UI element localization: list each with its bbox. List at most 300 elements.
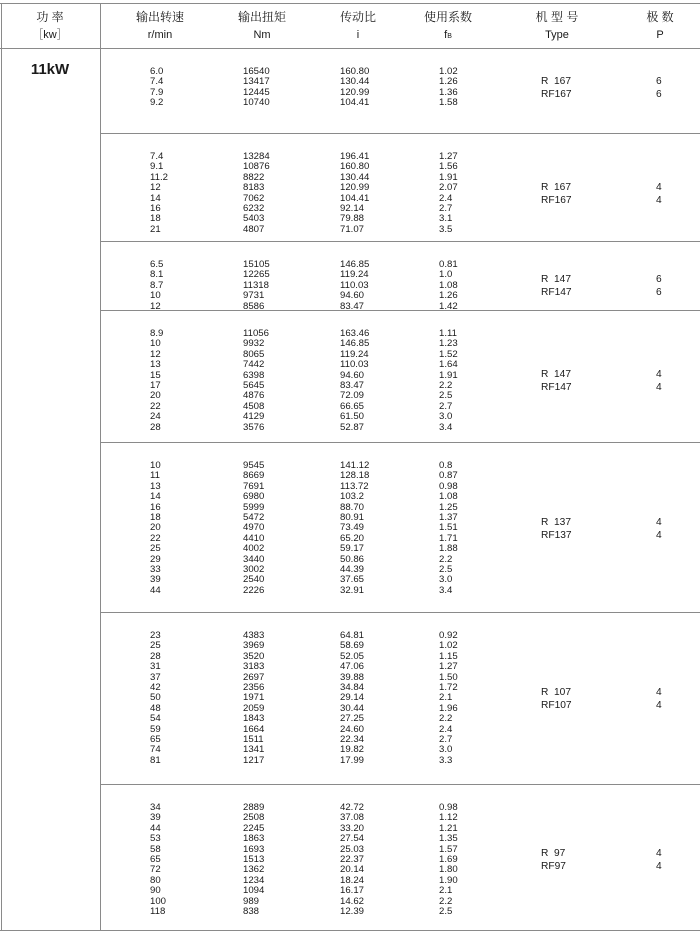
model-type-column bbox=[541, 181, 572, 207]
speed-cell: 33 bbox=[150, 563, 161, 575]
speed-cell: 28 bbox=[150, 421, 161, 433]
speed-cell: 7.9 bbox=[150, 86, 164, 98]
speed-cell: 10 bbox=[150, 460, 161, 471]
factor-cell: 1.91 bbox=[439, 369, 458, 381]
torque-cell: 5999 bbox=[243, 501, 265, 513]
ratio-cell: 64.81 bbox=[340, 630, 365, 641]
speed-cell: 24 bbox=[150, 411, 161, 423]
torque-cell: 7691 bbox=[243, 480, 265, 492]
speed-cell: 20 bbox=[150, 522, 161, 534]
factor-cell: 1.08 bbox=[439, 279, 458, 291]
factor-cell: 1.11 bbox=[439, 328, 457, 339]
torque-cell: 1217 bbox=[243, 754, 265, 766]
ratio-cell: 65.20 bbox=[340, 532, 365, 544]
pole-column bbox=[656, 181, 662, 207]
speed-cell: 18 bbox=[150, 511, 161, 523]
model-type: RF147 bbox=[541, 287, 572, 298]
torque-cell: 8183 bbox=[243, 182, 265, 194]
torque-cell: 8822 bbox=[243, 171, 265, 183]
torque-cell: 1094 bbox=[243, 885, 265, 897]
speed-column bbox=[150, 260, 163, 312]
ratio-cell: 29.14 bbox=[340, 692, 365, 704]
ratio-cell: 94.60 bbox=[340, 369, 365, 381]
factor-cell: 3.4 bbox=[439, 584, 453, 596]
ratio-cell: 32.91 bbox=[340, 584, 365, 596]
torque-cell: 6980 bbox=[243, 491, 265, 503]
factor-column bbox=[439, 803, 458, 917]
ratio-cell: 73.49 bbox=[340, 522, 365, 534]
torque-cell: 4508 bbox=[243, 400, 265, 412]
ratio-cell: 66.65 bbox=[340, 400, 365, 412]
torque-cell: 3969 bbox=[243, 640, 265, 652]
ratio-cell: 47.06 bbox=[340, 661, 365, 673]
speed-column bbox=[150, 631, 161, 766]
factor-cell: 1.51 bbox=[439, 522, 458, 534]
header-torque-unit: Nm bbox=[253, 29, 271, 41]
factor-cell: 3.3 bbox=[439, 754, 453, 766]
speed-column bbox=[150, 461, 161, 596]
torque-cell: 4410 bbox=[243, 532, 265, 544]
factor-cell: 0.98 bbox=[439, 480, 458, 492]
speed-cell: 58 bbox=[150, 843, 161, 855]
factor-cell: 1.12 bbox=[439, 812, 458, 824]
factor-cell: 1.26 bbox=[439, 76, 458, 88]
pole-count: 6 bbox=[656, 287, 662, 298]
torque-cell: 11056 bbox=[243, 328, 269, 339]
ratio-cell: 71.07 bbox=[340, 223, 365, 235]
torque-cell: 2540 bbox=[243, 574, 265, 586]
speed-cell: 12 bbox=[150, 300, 161, 312]
factor-cell: 1.26 bbox=[439, 290, 458, 302]
factor-column bbox=[439, 67, 458, 109]
speed-cell: 8.7 bbox=[150, 279, 164, 291]
torque-cell: 4129 bbox=[243, 411, 265, 423]
factor-cell: 2.7 bbox=[439, 202, 453, 214]
factor-cell: 1.58 bbox=[439, 97, 458, 109]
ratio-cell: 72.09 bbox=[340, 390, 365, 402]
speed-cell: 80 bbox=[150, 874, 161, 886]
torque-cell: 3002 bbox=[243, 563, 265, 575]
torque-cell: 2059 bbox=[243, 702, 265, 714]
pole-count: 4 bbox=[656, 686, 662, 698]
ratio-column bbox=[340, 803, 364, 917]
ratio-cell: 25.03 bbox=[340, 843, 365, 855]
factor-cell: 1.52 bbox=[439, 348, 458, 360]
ratio-cell: 19.82 bbox=[340, 744, 365, 756]
speed-cell: 20 bbox=[150, 390, 161, 402]
speed-cell: 28 bbox=[150, 650, 161, 662]
torque-cell: 1693 bbox=[243, 843, 265, 855]
model-type-column bbox=[541, 847, 566, 873]
torque-cell: 9731 bbox=[243, 290, 265, 302]
model-type: RF97 bbox=[541, 861, 566, 873]
ratio-column bbox=[340, 152, 369, 235]
speed-cell: 8.9 bbox=[150, 328, 164, 339]
ratio-cell: 196.41 bbox=[340, 151, 370, 162]
ratio-cell: 160.80 bbox=[340, 161, 370, 173]
ratio-cell: 163.46 bbox=[340, 328, 370, 339]
ratio-cell: 34.84 bbox=[340, 681, 365, 693]
header-model-label: 机 型 号 bbox=[535, 10, 579, 24]
factor-cell: 0.8 bbox=[439, 460, 453, 471]
header-ratio-unit: i bbox=[356, 29, 360, 41]
factor-cell: 1.27 bbox=[439, 151, 458, 162]
speed-cell: 39 bbox=[150, 574, 161, 586]
torque-column bbox=[243, 329, 269, 433]
factor-cell: 1.90 bbox=[439, 874, 458, 886]
header-poles-label: 极 数 bbox=[646, 10, 674, 24]
model-type: RF167 bbox=[541, 194, 572, 206]
speed-cell: 42 bbox=[150, 681, 161, 693]
factor-cell: 1.25 bbox=[439, 501, 458, 513]
factor-cell: 2.5 bbox=[439, 563, 453, 575]
torque-cell: 11318 bbox=[243, 279, 269, 291]
ratio-cell: 37.65 bbox=[340, 574, 365, 586]
speed-cell: 29 bbox=[150, 553, 161, 565]
torque-cell: 6398 bbox=[243, 369, 265, 381]
torque-column bbox=[243, 260, 270, 312]
torque-cell: 4002 bbox=[243, 543, 265, 555]
factor-cell: 2.7 bbox=[439, 733, 453, 745]
model-group bbox=[100, 48, 700, 133]
speed-cell: 9.1 bbox=[150, 161, 164, 173]
factor-cell: 2.2 bbox=[439, 895, 453, 907]
ratio-cell: 22.34 bbox=[340, 733, 365, 745]
factor-cell: 0.98 bbox=[439, 802, 458, 813]
factor-cell: 0.81 bbox=[439, 259, 458, 270]
speed-cell: 25 bbox=[150, 543, 161, 555]
pole-column bbox=[656, 75, 662, 101]
factor-cell: 1.15 bbox=[439, 650, 458, 662]
torque-cell: 838 bbox=[243, 905, 260, 917]
model-type: R 137 bbox=[541, 516, 572, 528]
torque-cell: 13284 bbox=[243, 151, 270, 162]
header-power-unit: ［kw］ bbox=[32, 29, 68, 41]
factor-cell: 1.35 bbox=[439, 833, 458, 845]
model-type: R 167 bbox=[541, 181, 572, 193]
factor-cell: 3.0 bbox=[439, 744, 453, 756]
ratio-cell: 52.87 bbox=[340, 421, 365, 433]
torque-cell: 2889 bbox=[243, 802, 265, 813]
model-type-column bbox=[541, 686, 572, 712]
factor-cell: 1.27 bbox=[439, 661, 458, 673]
factor-cell: 3.5 bbox=[439, 223, 453, 235]
pole-column bbox=[656, 516, 662, 542]
speed-cell: 13 bbox=[150, 480, 161, 492]
speed-cell: 6.5 bbox=[150, 259, 164, 270]
header-speed-label: 输出转速 bbox=[135, 10, 184, 24]
torque-cell: 1513 bbox=[243, 853, 265, 865]
speed-cell: 31 bbox=[150, 661, 161, 673]
ratio-cell: 42.72 bbox=[340, 802, 365, 813]
ratio-cell: 120.99 bbox=[340, 182, 370, 194]
torque-cell: 2697 bbox=[243, 671, 265, 683]
header-torque-label: 输出扭矩 bbox=[237, 10, 286, 24]
ratio-cell: 61.50 bbox=[340, 411, 365, 423]
ratio-column bbox=[340, 631, 364, 766]
model-type-column bbox=[541, 516, 572, 542]
ratio-cell: 120.99 bbox=[340, 86, 370, 98]
factor-cell: 1.72 bbox=[439, 681, 458, 693]
speed-cell: 9.2 bbox=[150, 97, 164, 109]
speed-cell: 10 bbox=[150, 338, 161, 350]
torque-column bbox=[243, 803, 264, 917]
speed-cell: 53 bbox=[150, 833, 161, 845]
ratio-cell: 130.44 bbox=[340, 171, 370, 183]
speed-cell: 72 bbox=[150, 864, 161, 876]
factor-cell: 1.80 bbox=[439, 864, 458, 876]
speed-cell: 11.2 bbox=[150, 171, 168, 183]
ratio-cell: 110.03 bbox=[340, 279, 369, 291]
factor-cell: 2.4 bbox=[439, 192, 453, 204]
ratio-cell: 20.14 bbox=[340, 864, 365, 876]
ratio-cell: 146.85 bbox=[340, 259, 370, 270]
torque-cell: 8586 bbox=[243, 300, 265, 312]
factor-cell: 3.0 bbox=[439, 411, 453, 423]
ratio-cell: 39.88 bbox=[340, 671, 365, 683]
torque-cell: 7062 bbox=[243, 192, 265, 204]
torque-cell: 1234 bbox=[243, 874, 265, 886]
factor-cell: 1.42 bbox=[439, 300, 458, 312]
factor-cell: 3.0 bbox=[439, 574, 453, 586]
header-poles bbox=[610, 10, 700, 42]
torque-cell: 4970 bbox=[243, 522, 265, 534]
pole-count: 4 bbox=[656, 529, 662, 541]
factor-cell: 2.5 bbox=[439, 905, 453, 917]
torque-cell: 3440 bbox=[243, 553, 265, 565]
ratio-cell: 83.47 bbox=[340, 300, 365, 312]
table-top-rule bbox=[0, 3, 700, 4]
model-group bbox=[100, 241, 700, 310]
ratio-column bbox=[340, 461, 369, 596]
ratio-column bbox=[340, 260, 369, 312]
ratio-cell: 52.05 bbox=[340, 650, 365, 662]
speed-cell: 48 bbox=[150, 702, 161, 714]
torque-cell: 9545 bbox=[243, 460, 265, 471]
torque-cell: 12445 bbox=[243, 86, 270, 98]
pole-count: 4 bbox=[656, 181, 662, 193]
factor-unit-sub: B bbox=[447, 33, 452, 40]
model-type: RF147 bbox=[541, 382, 572, 393]
torque-cell: 1971 bbox=[243, 692, 265, 704]
ratio-cell: 24.60 bbox=[340, 723, 365, 735]
ratio-cell: 160.80 bbox=[340, 66, 370, 77]
pole-column bbox=[656, 686, 662, 712]
speed-cell: 37 bbox=[150, 671, 161, 683]
factor-cell: 1.02 bbox=[439, 640, 458, 652]
model-type-column bbox=[541, 75, 572, 101]
factor-column bbox=[439, 631, 458, 766]
factor-cell: 2.2 bbox=[439, 379, 453, 391]
pole-count: 6 bbox=[656, 274, 662, 285]
factor-cell: 1.23 bbox=[439, 338, 458, 350]
torque-cell: 3576 bbox=[243, 421, 265, 433]
power-value: 11kW bbox=[30, 61, 70, 78]
pole-count: 4 bbox=[656, 382, 662, 393]
factor-cell: 2.2 bbox=[439, 553, 453, 565]
torque-cell: 5472 bbox=[243, 511, 265, 523]
ratio-cell: 146.85 bbox=[340, 338, 370, 350]
factor-column bbox=[439, 461, 458, 596]
factor-cell: 3.1 bbox=[439, 213, 453, 225]
factor-cell: 2.1 bbox=[439, 692, 453, 704]
factor-cell: 1.57 bbox=[439, 843, 458, 855]
speed-cell: 54 bbox=[150, 713, 161, 725]
ratio-cell: 80.91 bbox=[340, 511, 365, 523]
header-factor bbox=[398, 10, 498, 44]
ratio-cell: 119.24 bbox=[340, 348, 369, 360]
factor-cell: 2.1 bbox=[439, 885, 453, 897]
factor-cell: 1.96 bbox=[439, 702, 458, 714]
ratio-cell: 16.17 bbox=[340, 885, 365, 897]
speed-cell: 22 bbox=[150, 400, 161, 412]
model-type: RF137 bbox=[541, 529, 572, 541]
model-group bbox=[100, 612, 700, 784]
speed-column bbox=[150, 803, 166, 917]
model-group bbox=[100, 310, 700, 442]
torque-cell: 15105 bbox=[243, 259, 270, 270]
factor-cell: 1.0 bbox=[439, 269, 453, 281]
factor-unit-f: f bbox=[444, 29, 448, 41]
speed-cell: 59 bbox=[150, 723, 161, 735]
speed-cell: 65 bbox=[150, 853, 161, 865]
ratio-cell: 94.60 bbox=[340, 290, 365, 302]
factor-cell: 1.88 bbox=[439, 543, 458, 555]
speed-column bbox=[150, 67, 163, 109]
ratio-cell: 110.03 bbox=[340, 359, 369, 371]
ratio-cell: 88.70 bbox=[340, 501, 365, 513]
torque-cell: 8065 bbox=[243, 348, 265, 360]
torque-column bbox=[243, 631, 264, 766]
speed-cell: 81 bbox=[150, 754, 161, 766]
torque-column bbox=[243, 461, 264, 596]
torque-cell: 3520 bbox=[243, 650, 265, 662]
ratio-cell: 27.25 bbox=[340, 713, 365, 725]
ratio-cell: 14.62 bbox=[340, 895, 365, 907]
header-model-unit: Type bbox=[545, 29, 569, 41]
ratio-cell: 22.37 bbox=[340, 853, 365, 865]
factor-cell: 1.69 bbox=[439, 853, 458, 865]
factor-cell: 2.2 bbox=[439, 713, 453, 725]
torque-cell: 8669 bbox=[243, 470, 265, 482]
pole-count: 4 bbox=[656, 516, 662, 528]
speed-cell: 23 bbox=[150, 630, 161, 641]
factor-cell: 2.7 bbox=[439, 400, 453, 412]
ratio-cell: 83.47 bbox=[340, 379, 365, 391]
header-factor-unit bbox=[398, 28, 498, 44]
speed-cell: 7.4 bbox=[150, 151, 164, 162]
torque-cell: 989 bbox=[243, 895, 260, 907]
speed-column bbox=[150, 329, 163, 433]
speed-cell: 11 bbox=[150, 470, 160, 482]
header-model bbox=[507, 10, 607, 42]
torque-cell: 1664 bbox=[243, 723, 265, 735]
speed-cell: 13 bbox=[150, 359, 161, 371]
speed-cell: 14 bbox=[150, 192, 161, 204]
ratio-cell: 130.44 bbox=[340, 76, 370, 88]
factor-cell: 1.02 bbox=[439, 66, 458, 77]
pole-count: 6 bbox=[656, 88, 662, 100]
torque-cell: 3183 bbox=[243, 661, 265, 673]
factor-cell: 1.56 bbox=[439, 161, 458, 173]
ratio-cell: 103.2 bbox=[340, 491, 365, 503]
speed-cell: 90 bbox=[150, 885, 161, 897]
speed-cell: 14 bbox=[150, 491, 161, 503]
torque-cell: 13417 bbox=[243, 76, 270, 88]
speed-column bbox=[150, 152, 168, 235]
torque-cell: 7442 bbox=[243, 359, 265, 371]
speed-cell: 12 bbox=[150, 182, 161, 194]
ratio-cell: 119.24 bbox=[340, 269, 369, 281]
speed-cell: 18 bbox=[150, 213, 161, 225]
speed-cell: 22 bbox=[150, 532, 161, 544]
speed-cell: 8.1 bbox=[150, 269, 164, 281]
pole-count: 4 bbox=[656, 194, 662, 206]
factor-cell: 1.64 bbox=[439, 359, 458, 371]
ratio-cell: 128.18 bbox=[340, 470, 370, 482]
speed-cell: 6.0 bbox=[150, 66, 164, 77]
factor-cell: 0.92 bbox=[439, 630, 458, 641]
speed-cell: 44 bbox=[150, 822, 161, 834]
speed-cell: 39 bbox=[150, 812, 161, 824]
pole-count: 4 bbox=[656, 861, 662, 873]
header-torque bbox=[212, 10, 312, 42]
model-type-column bbox=[541, 273, 572, 299]
header-poles-unit: P bbox=[656, 29, 664, 41]
ratio-cell: 92.14 bbox=[340, 202, 365, 214]
speed-cell: 16 bbox=[150, 501, 161, 513]
ratio-cell: 59.17 bbox=[340, 543, 365, 555]
ratio-cell: 33.20 bbox=[340, 822, 365, 834]
speed-cell: 25 bbox=[150, 640, 161, 652]
speed-cell: 16 bbox=[150, 202, 161, 214]
factor-cell: 1.21 bbox=[439, 822, 458, 834]
speed-cell: 65 bbox=[150, 733, 161, 745]
torque-column bbox=[243, 152, 270, 235]
ratio-column bbox=[340, 67, 369, 109]
factor-cell: 0.87 bbox=[439, 470, 458, 482]
torque-cell: 16540 bbox=[243, 66, 270, 77]
torque-cell: 1863 bbox=[243, 833, 265, 845]
factor-cell: 3.4 bbox=[439, 421, 453, 433]
pole-column bbox=[656, 847, 662, 873]
torque-cell: 9932 bbox=[243, 338, 265, 350]
header-speed bbox=[110, 10, 210, 42]
model-group bbox=[100, 784, 700, 930]
torque-cell: 1362 bbox=[243, 864, 265, 876]
pole-count: 4 bbox=[656, 699, 662, 711]
torque-cell: 5645 bbox=[243, 379, 265, 391]
table-bottom-rule bbox=[0, 930, 700, 931]
factor-cell: 1.37 bbox=[439, 511, 458, 523]
ratio-cell: 30.44 bbox=[340, 702, 365, 714]
factor-cell: 1.08 bbox=[439, 491, 458, 503]
header-factor-label: 使用系数 bbox=[423, 10, 472, 24]
torque-cell: 4383 bbox=[243, 630, 265, 641]
factor-cell: 2.5 bbox=[439, 390, 453, 402]
model-type: R 107 bbox=[541, 686, 572, 698]
speed-cell: 17 bbox=[150, 379, 161, 391]
header-speed-unit: r/min bbox=[147, 29, 173, 41]
ratio-cell: 104.41 bbox=[340, 192, 370, 204]
speed-cell: 15 bbox=[150, 369, 161, 381]
torque-column bbox=[243, 67, 270, 109]
factor-cell: 1.71 bbox=[439, 532, 458, 544]
factor-cell: 1.50 bbox=[439, 671, 458, 683]
ratio-cell: 27.54 bbox=[340, 833, 365, 845]
speed-cell: 21 bbox=[150, 223, 161, 235]
factor-column bbox=[439, 152, 458, 235]
